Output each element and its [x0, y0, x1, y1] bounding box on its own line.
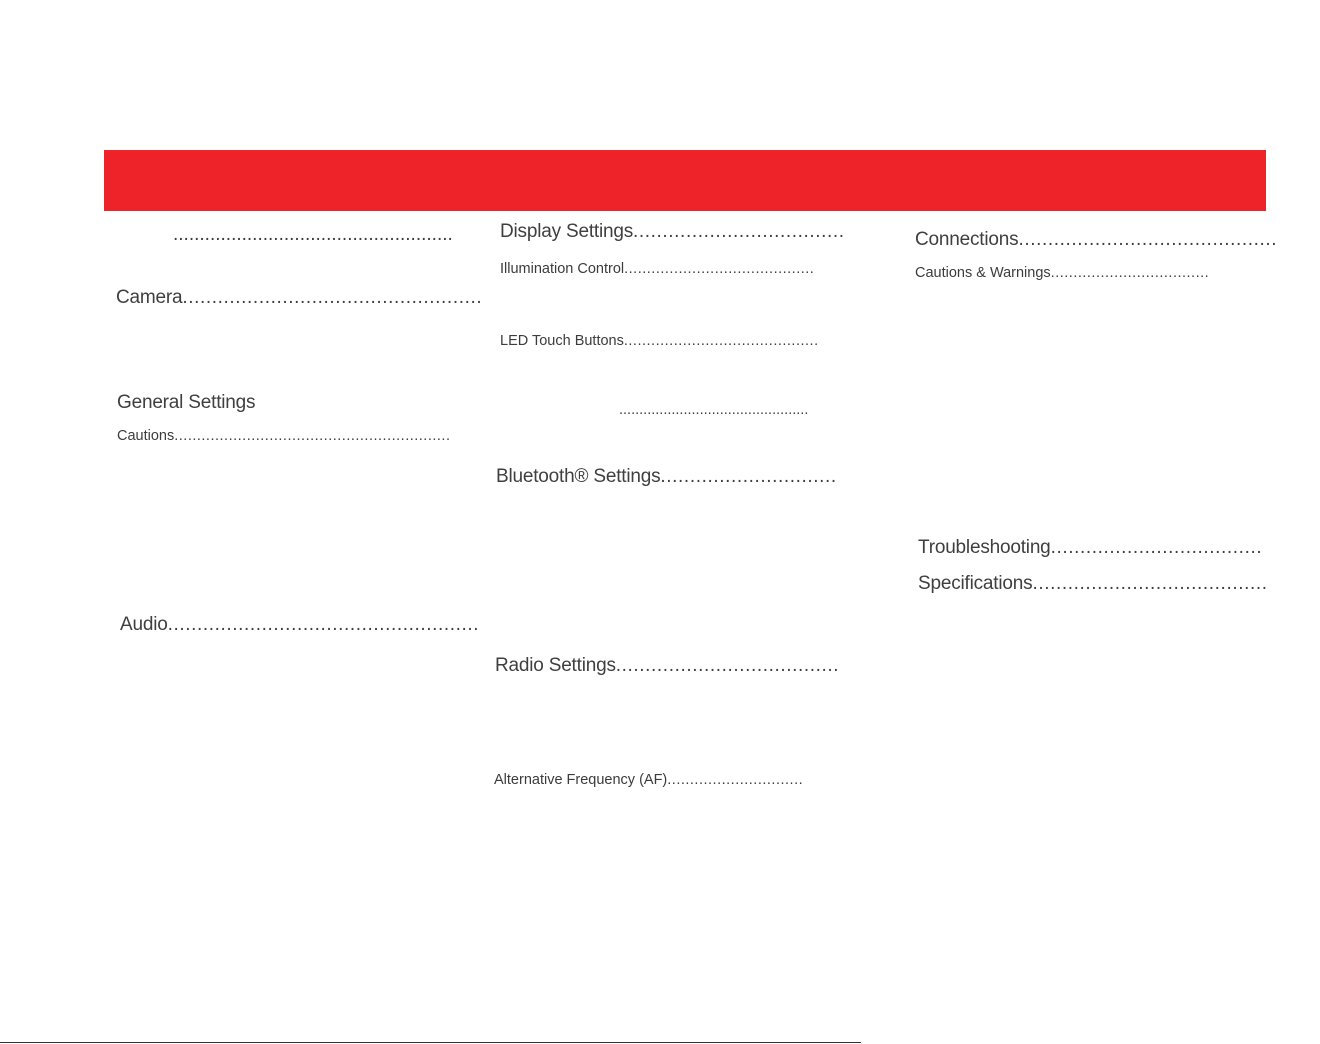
toc-entry-cautions-warnings[interactable]	[915, 265, 1208, 281]
toc-entry-label: Troubleshooting	[918, 537, 1051, 558]
toc-entry-label: Connections	[915, 229, 1019, 250]
toc-entry-label: Specifications	[918, 573, 1033, 594]
toc-entry-specifications[interactable]	[918, 573, 1268, 595]
toc-entry-led-touch-buttons[interactable]	[500, 333, 819, 349]
toc-leader-dots: .....................................................	[167, 614, 480, 635]
toc-entry-general-settings[interactable]	[117, 392, 317, 414]
toc-entry-connections[interactable]	[915, 229, 1278, 251]
toc-leader-dots: ....................................	[1050, 537, 1263, 558]
toc-leader-dots: ........................................	[1032, 573, 1268, 594]
toc-leader-dots: ............................................	[1018, 229, 1278, 250]
toc-entry-label: Illumination Control	[500, 261, 625, 277]
toc-entry-label: Audio	[120, 614, 168, 635]
toc-entry-label: Cautions	[117, 428, 175, 444]
toc-entry-troubleshooting[interactable]	[918, 537, 1263, 559]
toc-entry-label: Display Settings	[500, 221, 634, 242]
toc-entry-label: Cautions & Warnings	[915, 265, 1051, 281]
toc-entry-label: LED Touch Buttons	[500, 333, 624, 349]
toc-entry-radio-settings[interactable]	[495, 655, 840, 677]
toc-entry-label: Bluetooth® Settings	[496, 466, 661, 487]
toc-entry-bluetooth-settings[interactable]	[496, 466, 837, 488]
header-banner	[104, 150, 1266, 211]
toc-entry-display-settings[interactable]	[500, 221, 845, 243]
toc-entry-label: Alternative Frequency (AF)	[494, 772, 668, 788]
toc-entry-alternative-frequency[interactable]	[494, 772, 811, 788]
toc-leader-dots: ...........................................	[623, 333, 819, 349]
toc-entry-label: Radio Settings	[495, 655, 616, 676]
toc-leader-dots: ....................................	[633, 221, 845, 242]
toc-leader-dots: .............................................................	[174, 428, 451, 444]
toc-entry-audio[interactable]	[120, 614, 480, 636]
toc-entry-camera[interactable]	[116, 287, 483, 309]
toc-leader-dots: ......................................	[615, 655, 840, 676]
toc-leader-dots: ...............................................	[619, 402, 809, 418]
toc-leader-dots: ..........................................	[624, 261, 815, 277]
toc-leader-dots: ...................................................	[182, 287, 483, 308]
toc-entry-label: Camera	[116, 287, 183, 308]
toc-leader-dots: .....................................................	[173, 224, 453, 245]
toc-entry-label: General Settings	[117, 392, 256, 413]
toc-leader-dots: ..............................	[667, 772, 804, 788]
footer-divider	[0, 1042, 861, 1043]
toc-leader-dots: ...................................	[1050, 265, 1210, 281]
toc-entry-cautions[interactable]	[117, 428, 451, 444]
toc-leader-dots: ..............................	[660, 466, 837, 487]
toc-entry-illumination-control[interactable]	[500, 261, 815, 277]
